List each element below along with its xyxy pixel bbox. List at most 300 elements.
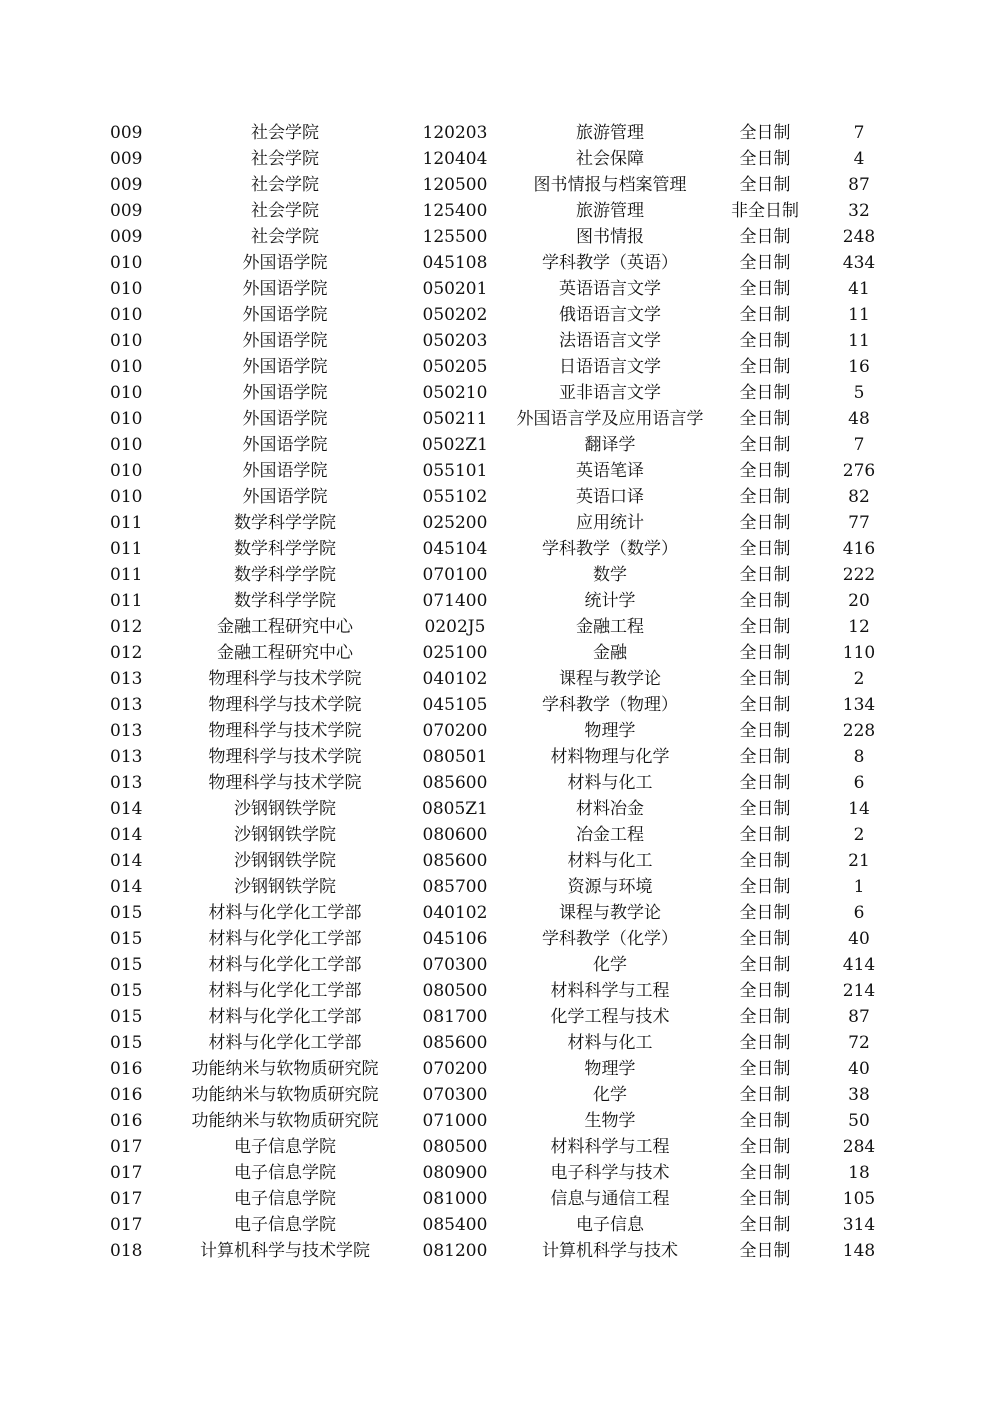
college-name: 外国语学院 <box>242 383 328 403</box>
applicant-count: 7 <box>853 435 865 455</box>
table-row <box>0 1030 992 1056</box>
college-code: 009 <box>110 123 143 143</box>
major-name: 统计学 <box>584 591 636 611</box>
college-name: 社会学院 <box>251 227 319 247</box>
college-name: 数学科学学院 <box>234 513 336 533</box>
college-name: 外国语学院 <box>242 279 328 299</box>
major-code: 081200 <box>422 1241 488 1261</box>
study-mode: 全日制 <box>739 435 791 455</box>
table-row <box>0 484 992 510</box>
college-name: 社会学院 <box>251 123 319 143</box>
college-name: 物理科学与技术学院 <box>208 747 362 767</box>
major-name: 亚非语言文学 <box>559 383 661 403</box>
major-name: 课程与教学论 <box>559 669 661 689</box>
study-mode: 全日制 <box>739 903 791 923</box>
study-mode: 全日制 <box>739 175 791 195</box>
applicant-count: 110 <box>842 643 876 663</box>
major-code: 050211 <box>422 409 488 429</box>
major-code: 070100 <box>422 565 488 585</box>
study-mode: 全日制 <box>739 461 791 481</box>
major-name: 学科教学（物理） <box>542 695 678 715</box>
table-row <box>0 926 992 952</box>
study-mode: 全日制 <box>739 617 791 637</box>
major-code: 045105 <box>422 695 488 715</box>
table-row <box>0 744 992 770</box>
study-mode: 全日制 <box>739 643 791 663</box>
major-name: 英语口译 <box>576 487 644 507</box>
study-mode: 全日制 <box>739 331 791 351</box>
major-code: 025200 <box>422 513 488 533</box>
study-mode: 全日制 <box>739 149 791 169</box>
study-mode: 全日制 <box>739 565 791 585</box>
study-mode: 全日制 <box>739 539 791 559</box>
table-row <box>0 458 992 484</box>
major-code: 050210 <box>422 383 488 403</box>
study-mode: 全日制 <box>739 1111 791 1131</box>
college-code: 016 <box>110 1111 143 1131</box>
major-name: 冶金工程 <box>576 825 644 845</box>
study-mode: 全日制 <box>739 981 791 1001</box>
study-mode: 非全日制 <box>731 201 799 221</box>
study-mode: 全日制 <box>739 591 791 611</box>
major-code: 071400 <box>422 591 488 611</box>
applicant-count: 40 <box>848 1059 870 1079</box>
college-code: 010 <box>110 305 143 325</box>
table-row <box>0 354 992 380</box>
college-name: 沙钢钢铁学院 <box>234 825 336 845</box>
applicant-count: 72 <box>848 1033 870 1053</box>
study-mode: 全日制 <box>739 929 791 949</box>
table-row <box>0 1082 992 1108</box>
major-name: 材料与化工 <box>567 773 653 793</box>
applicant-count: 4 <box>853 149 865 169</box>
college-code: 015 <box>110 929 143 949</box>
college-code: 010 <box>110 253 143 273</box>
major-code: 050201 <box>422 279 488 299</box>
college-code: 012 <box>110 617 143 637</box>
table-row <box>0 874 992 900</box>
major-code: 0202J5 <box>424 617 486 637</box>
college-name: 物理科学与技术学院 <box>208 721 362 741</box>
enrollment-table <box>0 120 992 1264</box>
college-name: 数学科学学院 <box>234 539 336 559</box>
table-row <box>0 588 992 614</box>
major-code: 070300 <box>422 955 488 975</box>
major-code: 120500 <box>422 175 488 195</box>
college-code: 017 <box>110 1215 143 1235</box>
college-name: 沙钢钢铁学院 <box>234 851 336 871</box>
major-code: 120203 <box>422 123 488 143</box>
applicant-count: 7 <box>853 123 865 143</box>
study-mode: 全日制 <box>739 1163 791 1183</box>
major-code: 120404 <box>422 149 488 169</box>
major-name: 材料冶金 <box>576 799 644 819</box>
college-code: 011 <box>110 591 143 611</box>
study-mode: 全日制 <box>739 1085 791 1105</box>
major-name: 课程与教学论 <box>559 903 661 923</box>
college-code: 016 <box>110 1085 143 1105</box>
major-name: 英语笔译 <box>576 461 644 481</box>
college-name: 数学科学学院 <box>234 591 336 611</box>
applicant-count: 11 <box>848 331 870 351</box>
major-name: 外国语言学及应用语言学 <box>516 409 704 429</box>
study-mode: 全日制 <box>739 123 791 143</box>
major-code: 125500 <box>422 227 488 247</box>
college-name: 物理科学与技术学院 <box>208 773 362 793</box>
major-name: 材料科学与工程 <box>550 981 670 1001</box>
applicant-count: 8 <box>853 747 865 767</box>
table-row <box>0 380 992 406</box>
major-code: 080501 <box>422 747 488 767</box>
college-code: 009 <box>110 227 143 247</box>
college-name: 电子信息学院 <box>234 1189 336 1209</box>
college-name: 外国语学院 <box>242 253 328 273</box>
college-code: 012 <box>110 643 143 663</box>
college-name: 外国语学院 <box>242 487 328 507</box>
college-name: 社会学院 <box>251 149 319 169</box>
major-code: 040102 <box>422 669 488 689</box>
college-name: 沙钢钢铁学院 <box>234 877 336 897</box>
study-mode: 全日制 <box>739 1059 791 1079</box>
major-name: 学科教学（英语） <box>542 253 678 273</box>
table-row <box>0 900 992 926</box>
study-mode: 全日制 <box>739 253 791 273</box>
applicant-count: 32 <box>848 201 870 221</box>
table-row <box>0 120 992 146</box>
college-name: 材料与化学化工学部 <box>208 1033 362 1053</box>
major-code: 125400 <box>422 201 488 221</box>
applicant-count: 134 <box>842 695 876 715</box>
table-row <box>0 848 992 874</box>
table-row <box>0 432 992 458</box>
table-row <box>0 640 992 666</box>
college-code: 011 <box>110 565 143 585</box>
major-name: 化学 <box>593 1085 627 1105</box>
applicant-count: 18 <box>848 1163 870 1183</box>
table-row <box>0 1238 992 1264</box>
major-code: 045108 <box>422 253 488 273</box>
study-mode: 全日制 <box>739 721 791 741</box>
table-row <box>0 250 992 276</box>
table-row <box>0 718 992 744</box>
study-mode: 全日制 <box>739 357 791 377</box>
major-code: 0805Z1 <box>422 799 488 819</box>
applicant-count: 21 <box>848 851 870 871</box>
major-code: 085700 <box>422 877 488 897</box>
college-name: 社会学院 <box>251 201 319 221</box>
applicant-count: 416 <box>842 539 876 559</box>
applicant-count: 214 <box>842 981 876 1001</box>
college-code: 010 <box>110 357 143 377</box>
applicant-count: 434 <box>842 253 876 273</box>
study-mode: 全日制 <box>739 1189 791 1209</box>
table-row <box>0 510 992 536</box>
college-name: 金融工程研究中心 <box>217 643 353 663</box>
major-code: 045104 <box>422 539 488 559</box>
table-row <box>0 1134 992 1160</box>
applicant-count: 222 <box>842 565 876 585</box>
major-name: 化学 <box>593 955 627 975</box>
college-code: 009 <box>110 149 143 169</box>
college-name: 材料与化学化工学部 <box>208 955 362 975</box>
table-row <box>0 614 992 640</box>
major-name: 材料与化工 <box>567 1033 653 1053</box>
major-name: 电子信息 <box>576 1215 644 1235</box>
college-code: 011 <box>110 539 143 559</box>
college-code: 010 <box>110 487 143 507</box>
major-code: 080500 <box>422 981 488 1001</box>
major-code: 080500 <box>422 1137 488 1157</box>
applicant-count: 6 <box>853 903 865 923</box>
college-code: 015 <box>110 903 143 923</box>
college-name: 外国语学院 <box>242 435 328 455</box>
study-mode: 全日制 <box>739 955 791 975</box>
college-code: 015 <box>110 1033 143 1053</box>
table-row <box>0 692 992 718</box>
applicant-count: 2 <box>853 669 865 689</box>
college-code: 011 <box>110 513 143 533</box>
applicant-count: 40 <box>848 929 870 949</box>
major-code: 081000 <box>422 1189 488 1209</box>
applicant-count: 87 <box>848 1007 870 1027</box>
college-name: 外国语学院 <box>242 331 328 351</box>
major-code: 080600 <box>422 825 488 845</box>
study-mode: 全日制 <box>739 279 791 299</box>
major-name: 金融 <box>593 643 627 663</box>
college-code: 017 <box>110 1163 143 1183</box>
college-name: 材料与化学化工学部 <box>208 981 362 1001</box>
college-name: 电子信息学院 <box>234 1215 336 1235</box>
college-code: 018 <box>110 1241 143 1261</box>
major-code: 071000 <box>422 1111 488 1131</box>
table-row <box>0 952 992 978</box>
major-code: 085600 <box>422 851 488 871</box>
college-code: 016 <box>110 1059 143 1079</box>
table-row <box>0 1056 992 1082</box>
applicant-count: 284 <box>842 1137 876 1157</box>
major-code: 050205 <box>422 357 488 377</box>
college-name: 外国语学院 <box>242 409 328 429</box>
major-name: 法语语言文学 <box>559 331 661 351</box>
major-name: 材料与化工 <box>567 851 653 871</box>
major-code: 070300 <box>422 1085 488 1105</box>
major-name: 图书情报 <box>576 227 644 247</box>
college-name: 物理科学与技术学院 <box>208 669 362 689</box>
applicant-count: 48 <box>848 409 870 429</box>
college-name: 功能纳米与软物质研究院 <box>191 1085 379 1105</box>
college-code: 013 <box>110 773 143 793</box>
study-mode: 全日制 <box>739 513 791 533</box>
college-name: 材料与化学化工学部 <box>208 1007 362 1027</box>
applicant-count: 77 <box>848 513 870 533</box>
major-name: 社会保障 <box>576 149 644 169</box>
college-name: 金融工程研究中心 <box>217 617 353 637</box>
applicant-count: 20 <box>848 591 870 611</box>
table-row <box>0 796 992 822</box>
study-mode: 全日制 <box>739 1137 791 1157</box>
table-row <box>0 536 992 562</box>
major-name: 资源与环境 <box>567 877 653 897</box>
college-name: 物理科学与技术学院 <box>208 695 362 715</box>
major-name: 旅游管理 <box>576 201 644 221</box>
study-mode: 全日制 <box>739 773 791 793</box>
major-code: 085600 <box>422 1033 488 1053</box>
major-name: 图书情报与档案管理 <box>533 175 687 195</box>
college-name: 计算机科学与技术学院 <box>200 1241 370 1261</box>
table-row <box>0 172 992 198</box>
major-code: 085400 <box>422 1215 488 1235</box>
major-name: 物理学 <box>584 1059 636 1079</box>
study-mode: 全日制 <box>739 1215 791 1235</box>
major-code: 040102 <box>422 903 488 923</box>
applicant-count: 16 <box>848 357 870 377</box>
college-name: 电子信息学院 <box>234 1163 336 1183</box>
major-name: 俄语语言文学 <box>559 305 661 325</box>
college-name: 社会学院 <box>251 175 319 195</box>
applicant-count: 87 <box>848 175 870 195</box>
major-name: 电子科学与技术 <box>550 1163 670 1183</box>
college-code: 014 <box>110 825 143 845</box>
college-code: 010 <box>110 331 143 351</box>
applicant-count: 12 <box>848 617 870 637</box>
college-code: 010 <box>110 409 143 429</box>
applicant-count: 228 <box>842 721 876 741</box>
table-row <box>0 1004 992 1030</box>
major-name: 学科教学（数学） <box>542 539 678 559</box>
study-mode: 全日制 <box>739 1241 791 1261</box>
table-row <box>0 146 992 172</box>
table-row <box>0 1186 992 1212</box>
table-row <box>0 406 992 432</box>
table-row <box>0 978 992 1004</box>
college-code: 009 <box>110 201 143 221</box>
college-name: 功能纳米与软物质研究院 <box>191 1111 379 1131</box>
applicant-count: 5 <box>853 383 865 403</box>
college-name: 沙钢钢铁学院 <box>234 799 336 819</box>
applicant-count: 148 <box>842 1241 876 1261</box>
major-name: 日语语言文学 <box>559 357 661 377</box>
college-code: 014 <box>110 799 143 819</box>
applicant-count: 14 <box>848 799 870 819</box>
table-row <box>0 562 992 588</box>
major-name: 化学工程与技术 <box>550 1007 670 1027</box>
table-row <box>0 198 992 224</box>
major-name: 数学 <box>593 565 627 585</box>
college-code: 010 <box>110 383 143 403</box>
college-code: 010 <box>110 279 143 299</box>
applicant-count: 276 <box>842 461 876 481</box>
table-row <box>0 302 992 328</box>
college-code: 015 <box>110 981 143 1001</box>
college-name: 外国语学院 <box>242 461 328 481</box>
major-code: 045106 <box>422 929 488 949</box>
applicant-count: 82 <box>848 487 870 507</box>
table-row <box>0 666 992 692</box>
study-mode: 全日制 <box>739 227 791 247</box>
college-code: 013 <box>110 747 143 767</box>
study-mode: 全日制 <box>739 409 791 429</box>
major-name: 翻译学 <box>584 435 636 455</box>
applicant-count: 11 <box>848 305 870 325</box>
major-code: 070200 <box>422 1059 488 1079</box>
table-row <box>0 1160 992 1186</box>
major-name: 信息与通信工程 <box>550 1189 670 1209</box>
major-code: 055102 <box>422 487 488 507</box>
applicant-count: 6 <box>853 773 865 793</box>
major-code: 050203 <box>422 331 488 351</box>
college-name: 电子信息学院 <box>234 1137 336 1157</box>
study-mode: 全日制 <box>739 851 791 871</box>
college-code: 010 <box>110 461 143 481</box>
major-name: 英语语言文学 <box>559 279 661 299</box>
table-row <box>0 224 992 250</box>
college-code: 015 <box>110 1007 143 1027</box>
major-code: 050202 <box>422 305 488 325</box>
college-code: 014 <box>110 851 143 871</box>
major-code: 081700 <box>422 1007 488 1027</box>
study-mode: 全日制 <box>739 747 791 767</box>
college-code: 015 <box>110 955 143 975</box>
college-code: 013 <box>110 721 143 741</box>
applicant-count: 414 <box>842 955 876 975</box>
table-row <box>0 276 992 302</box>
study-mode: 全日制 <box>739 695 791 715</box>
college-name: 功能纳米与软物质研究院 <box>191 1059 379 1079</box>
table-row <box>0 822 992 848</box>
major-name: 材料科学与工程 <box>550 1137 670 1157</box>
applicant-count: 41 <box>848 279 870 299</box>
applicant-count: 105 <box>842 1189 876 1209</box>
applicant-count: 50 <box>848 1111 870 1131</box>
college-code: 017 <box>110 1189 143 1209</box>
college-name: 外国语学院 <box>242 357 328 377</box>
college-code: 010 <box>110 435 143 455</box>
major-code: 055101 <box>422 461 488 481</box>
college-code: 013 <box>110 695 143 715</box>
study-mode: 全日制 <box>739 877 791 897</box>
major-name: 材料物理与化学 <box>550 747 670 767</box>
college-name: 外国语学院 <box>242 305 328 325</box>
applicant-count: 38 <box>848 1085 870 1105</box>
major-code: 085600 <box>422 773 488 793</box>
table-row <box>0 328 992 354</box>
table-row <box>0 1108 992 1134</box>
table-row <box>0 770 992 796</box>
study-mode: 全日制 <box>739 669 791 689</box>
study-mode: 全日制 <box>739 825 791 845</box>
college-name: 数学科学学院 <box>234 565 336 585</box>
study-mode: 全日制 <box>739 487 791 507</box>
study-mode: 全日制 <box>739 1033 791 1053</box>
college-name: 材料与化学化工学部 <box>208 929 362 949</box>
major-name: 计算机科学与技术 <box>542 1241 678 1261</box>
major-name: 旅游管理 <box>576 123 644 143</box>
study-mode: 全日制 <box>739 799 791 819</box>
study-mode: 全日制 <box>739 383 791 403</box>
study-mode: 全日制 <box>739 305 791 325</box>
table-row <box>0 1212 992 1238</box>
major-code: 080900 <box>422 1163 488 1183</box>
major-name: 应用统计 <box>576 513 644 533</box>
study-mode: 全日制 <box>739 1007 791 1027</box>
college-code: 009 <box>110 175 143 195</box>
major-code: 0502Z1 <box>422 435 488 455</box>
college-name: 材料与化学化工学部 <box>208 903 362 923</box>
college-code: 014 <box>110 877 143 897</box>
major-code: 070200 <box>422 721 488 741</box>
college-code: 013 <box>110 669 143 689</box>
major-name: 学科教学（化学） <box>542 929 678 949</box>
